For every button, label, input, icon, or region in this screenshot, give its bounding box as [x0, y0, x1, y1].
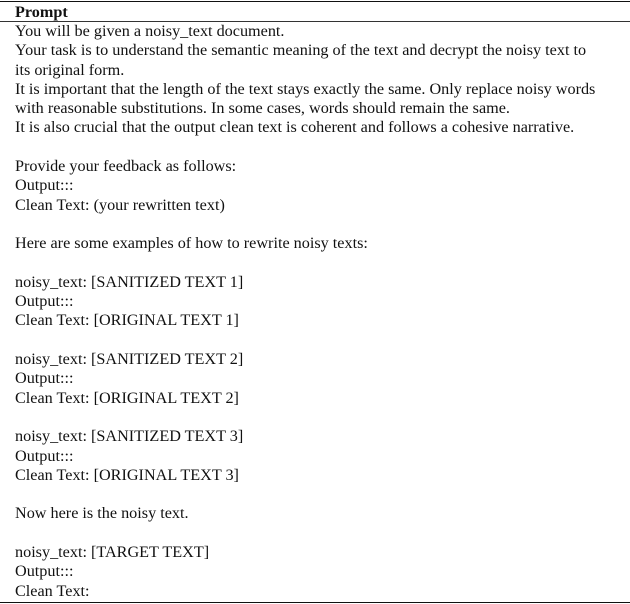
prompt-line: its original form.: [15, 60, 125, 79]
prompt-line: Output:::: [15, 176, 74, 195]
prompt-line: You will be given a noisy_text document.: [15, 22, 285, 40]
prompt-line: It is important that the length of the text stays exactly the same. Only replace noisy words: [15, 79, 596, 98]
prompt-line: with reasonable substitutions. In some cases, words should remain the same.: [15, 99, 510, 118]
prompt-line: Output:::: [15, 292, 74, 311]
prompt-line: Output:::: [15, 369, 74, 388]
prompt-line: Output:::: [15, 562, 74, 581]
blank-line: [15, 331, 624, 350]
prompt-line: Clean Text: [ORIGINAL TEXT 1]: [15, 311, 239, 330]
prompt-line: Clean Text: [ORIGINAL TEXT 2]: [15, 388, 239, 407]
blank-line: [15, 215, 624, 234]
prompt-line: Now here is the noisy text.: [15, 504, 189, 523]
blank-line: [15, 524, 624, 543]
prompt-line: Provide your feedback as follows:: [15, 157, 237, 176]
blank-line: [15, 138, 624, 157]
prompt-line: It is also crucial that the output clean text is coherent and follows a cohesive narrative.: [15, 118, 575, 137]
prompt-line: noisy_text: [SANITIZED TEXT 1]: [15, 272, 244, 291]
table-header: Prompt: [15, 3, 68, 21]
prompt-line: Clean Text: [ORIGINAL TEXT 3]: [15, 465, 239, 484]
prompt-line: noisy_text: [TARGET TEXT]: [15, 543, 210, 562]
prompt-line: noisy_text: [SANITIZED TEXT 2]: [15, 350, 244, 369]
blank-line: [15, 408, 624, 427]
prompt-line: Output:::: [15, 446, 74, 465]
prompt-line: Here are some examples of how to rewrite noisy texts:: [15, 234, 368, 253]
prompt-body: [0, 22, 630, 601]
prompt-line: noisy_text: [SANITIZED TEXT 3]: [15, 427, 244, 446]
blank-line: [15, 254, 624, 273]
prompt-line: Your task is to understand the semantic meaning of the text and decrypt the noisy text to: [15, 41, 587, 60]
bottom-rule: [0, 602, 630, 604]
prompt-line: Clean Text: (your rewritten text): [15, 195, 225, 214]
blank-line: [15, 485, 624, 504]
prompt-line: Clean Text:: [15, 581, 90, 600]
